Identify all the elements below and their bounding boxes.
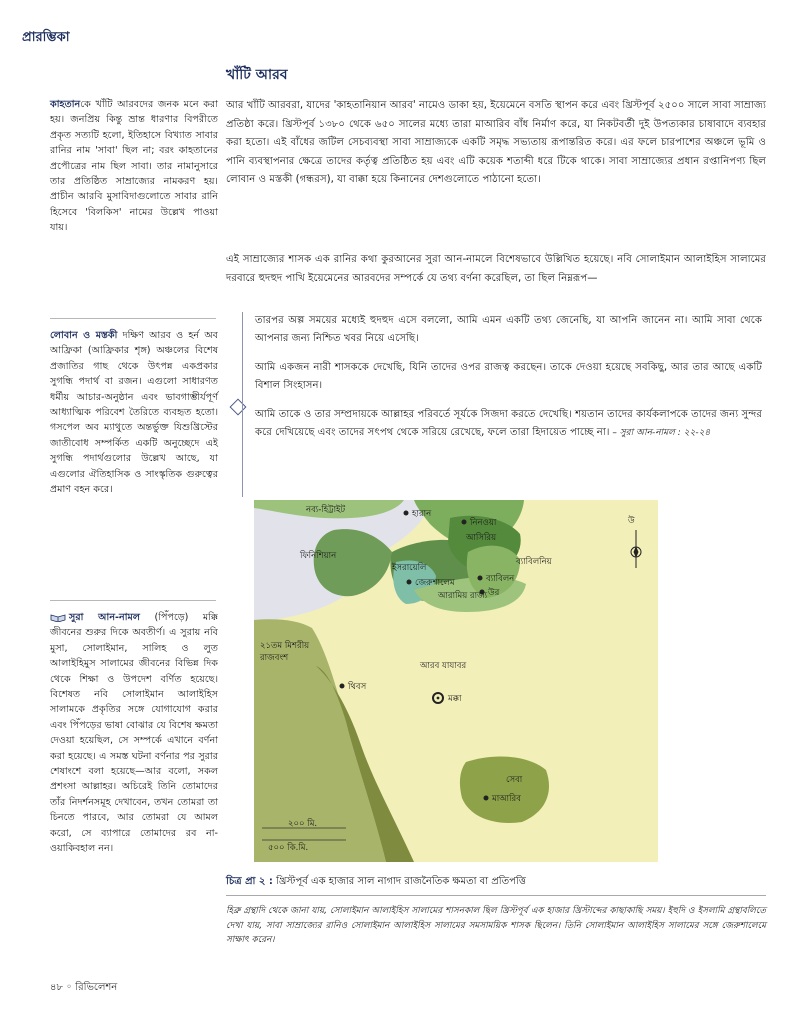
sidebar-term: কাহতান (50, 99, 81, 110)
label-jerusalem: জেরুশালেম (415, 578, 455, 588)
scale-miles: ২০০ মি. (288, 819, 318, 829)
quran-quote (242, 312, 762, 497)
page-footer (50, 980, 117, 997)
label-nineveh: নিনওয়া (470, 518, 497, 528)
label-phoenicia: ফিনিশিয়ান (300, 551, 337, 561)
divider (226, 895, 766, 896)
north-label: উ (628, 516, 635, 526)
label-babylon: ব্যাবিলন (486, 574, 515, 584)
label-aramaic: আরামিয় রাজ্য (438, 591, 488, 601)
sidebar-text: কে খাঁটি আরবদের জনক মনে করা হয়। জনপ্রিয় কিন্তু ভ্রান্ত ধারণার বিপরীতে প্রকৃত সত্যটি হলো, ইতিহাসে বিখ্যাত সাবার রানির নাম 'সাবা' ছিল না; বরং কাহতানের প্রপৌত্রের নাম ছিল সাবা। তার নামানুসারে তার প্রতিষ্ঠিত সাম্রাজ্যের নামকরণ হয়। প্রাচীন আরবি মুসাবিদাগুলোতে সাবার রানি হিসেবে 'বিলকিস' নামের উল্লেখ পাওয়া যায়। (50, 99, 218, 234)
label-assyria: আসিরিয় (466, 533, 497, 543)
page-number: ৪৮ (50, 982, 63, 993)
main-paragraph: আর খাঁটি আরবরা, যাদের 'কাহতানিয়ান আরব' নামেও ডাকা হয়, ইয়েমেনে বসতি স্থাপন করে এবং খ্রিস্টপূর্ব ২৫০০ সালে সাবা সাম্রাজ্য প্রতিষ্ঠা করে। খ্রিস্টপূর্ব ১৩৮০ থেকে ৬৫০ সালের মধ্যে তারা মাআরিব বাঁধ নির্মাণ করে, যা নিকটবর্তী দুই উপত্যকার চাষাবাদে ব্যবহার করা হতো। এই বাঁধের জটিল সেচব্যবস্থা সাবা সাম্রাজ্যকে একটি সমৃদ্ধ সভ্যতায় রূপান্তরিত করে। এর ফলে চারপাশের অঞ্চলে ভূমি ও পানি ব্যবস্থাপনার ক্ষেত্রে তাদের কর্তৃত্ব প্রতিষ্ঠিত হয় এবং এটি কয়েক শতাব্দী ধরে টিকে থাকে। সাবা সাম্রাজ্যের প্রধান রপ্তানিপণ্য ছিল লোবান ও মস্তকী (গন্ধরস), যা বাক্কা হয়ে কিনানের দেশগুলোতে পাঠানো হতো। (226, 100, 766, 186)
sidebar-note-frankincense (50, 328, 218, 497)
label-mecca: মক্কা (448, 694, 462, 704)
caption-text: খ্রিস্টপূর্ব এক হাজার সাল নাগাদ রাজনৈতিক ক্ষমতা বা প্রতিপত্তি (272, 876, 526, 887)
label-thebes: থিবস (348, 682, 367, 692)
sidebar-text: মক্কি জীবনের শুরুর দিকে অবতীর্ণ। এ সুরায় নবি মুসা, সোলাইমান, সালিহ ও লুত আলাইহিমুস সালামের জীবনের বিভিন্ন দিক থেকে শিক্ষা ও উপদেশ বর্ণিত হয়েছে। বিশেষত নবি সোলাইমান আলাইহিস সালামকে প্রকৃতির সঙ্গে যোগাযোগ করার এবং পিঁপড়ের ভাষা বোঝার যে বিশেষ ক্ষমতা দেওয়া হয়েছিল, সে সম্পর্কে এখানে বর্ণনা করা হয়েছে। এ সমস্ত ঘটনা বর্ণনার পর সুরার শেষাংশে বলা হয়েছে—আর বলো, সকল প্রশংসা আল্লাহর। অচিরেই তিনি তোমাদের তাঁর নিদর্শনসমূহ দেখাবেন, তখন তোমরা তা চিনতে পারবে, আর তোমরা যে আমল করো, সে ব্যাপারে তোমাদের রব না-ওয়াকিবহাল নন। (50, 612, 218, 855)
book-title: রিভিলেশন (75, 982, 118, 993)
sidebar-note-kahtan (50, 97, 218, 236)
footer-separator: ◦ (62, 982, 76, 993)
footnote: হিব্রু গ্রন্থাদি থেকে জানা যায়, সোলাইমান আলাইহিস সালামের শাসনকাল ছিল খ্রিস্টপূর্ব এক হাজার খ্রিস্টাব্দের কাছাকাছি সময়। ইহুদি ও ইসলামি গ্রন্থাবলিতে দেখা যায়, সাবা সাম্রাজ্যের রানিও সোলাইমান আলাইহিস সালামের সমসাময়িক শাসক ছিলেন। তিনি সোলাইমান আলাইহিস সালামের সঙ্গে জেরুশালেমে সাক্ষাৎ করেন। (226, 906, 766, 945)
quote-paragraph: আমি তাকে ও তার সম্প্রদায়কে আল্লাহর পরিবর্তে সূর্যকে সিজদা করতে দেখেছি। শয়তান তাদের কার্যকলাপকে তাদের জন্য সুন্দর করে দেখিয়েছে এবং তাদের সৎপথ থেকে সরিয়ে রেখেছে, ফলে তারা হিদায়েত পাচ্ছে না। (255, 408, 762, 439)
sidebar-term: লোবান ও মস্তকী (50, 330, 118, 341)
label-ur: উর (488, 588, 500, 598)
scale-km: ৫০০ কি.মি. (268, 843, 309, 853)
label-israel: ইসরায়েলি (392, 563, 427, 573)
section-label: প্রারম্ভিকা (22, 30, 70, 45)
page-title: খাঁটি আরব (226, 67, 288, 83)
divider (50, 318, 216, 319)
sidebar-text: দক্ষিণ আরব ও হর্ন অব আফ্রিকা (আফ্রিকার শৃঙ্গ) অঞ্চলের বিশেষ প্রজাতির গাছ থেকে উৎপন্ন একপ্রকার সুগন্ধি পদার্থ বা রজন। এগুলো সাধারণত ধর্মীয় আচার-অনুষ্ঠান এবং ভাবগাম্ভীর্যপূর্ণ আধ্যাত্মিক পরিবেশ তৈরিতে ব্যবহৃত হতো। গসপেল অব ম্যাথুতে অন্তর্ভুক্ত যিশুখ্রিস্টের জাতীবোধ সম্পর্কিত একটি অনুচ্ছেদে এই সুগন্ধি পদার্থগুলোর উল্লেখ আছে, যা এগুলোর ঐতিহাসিক ও সাংস্কৃতিক গুরুত্বের প্রমাণ বহন করে। (50, 330, 218, 496)
divider (50, 600, 216, 601)
quran-book-icon (50, 613, 66, 622)
sidebar-term-suffix: (পিঁপড়ে) (140, 612, 189, 623)
label-saba: সেবা (506, 775, 523, 785)
historical-map (254, 500, 658, 862)
quote-reference: – সুরা আন-নামল : ২২-২৪ (609, 428, 711, 439)
label-marib: মাআরিব (492, 794, 521, 804)
main-paragraph: এই সাম্রাজ্যের শাসক এক রানির কথা কুরআনের সুরা আন-নামলে বিশেষভাবে উল্লিখিত হয়েছে। নবি সোলাইমান আলাইহিস সালামের দরবারে হুদহুদ পাখি ইয়েমেনের আরবদের সম্পর্কে যে তথ্য বর্ণনা করেছিল, তা ছিল নিম্নরূপ— (226, 254, 766, 284)
quote-paragraph: তারপর অল্প সময়ের মধ্যেই হুদহুদ এসে বললো, আমি এমন একটি তথ্য জেনেছি, যা আপনি জানেন না। আমি সাবা থেকে আপনার জন্য নিশ্চিত খবর নিয়ে এসেছি। (255, 315, 762, 345)
sidebar-term: সুরা আন-নামল (69, 612, 141, 623)
figure-caption (226, 874, 766, 891)
label-haran: হারান (412, 509, 432, 519)
label-egypt-line2: রাজবংশ (260, 653, 289, 663)
label-egypt-line1: ২১তম মিশরীয় (260, 641, 310, 651)
label-babylonia: ব্যাবিলনিয় (516, 557, 552, 567)
sidebar-note-surah (50, 610, 218, 857)
caption-label: চিত্র প্রা ২ : (226, 876, 273, 887)
quote-paragraph: আমি একজন নারী শাসককে দেখেছি, যিনি তাদের ওপর রাজত্ব করছেন। তাকে দেওয়া হয়েছে সবকিছু, আর তার আছে একটি বিশাল সিংহাসন। (255, 361, 762, 392)
label-arab-nomads: আরব যাযাবর (420, 661, 467, 671)
label-neo-hittite: নব্য-হিট্টাইট (306, 505, 346, 515)
